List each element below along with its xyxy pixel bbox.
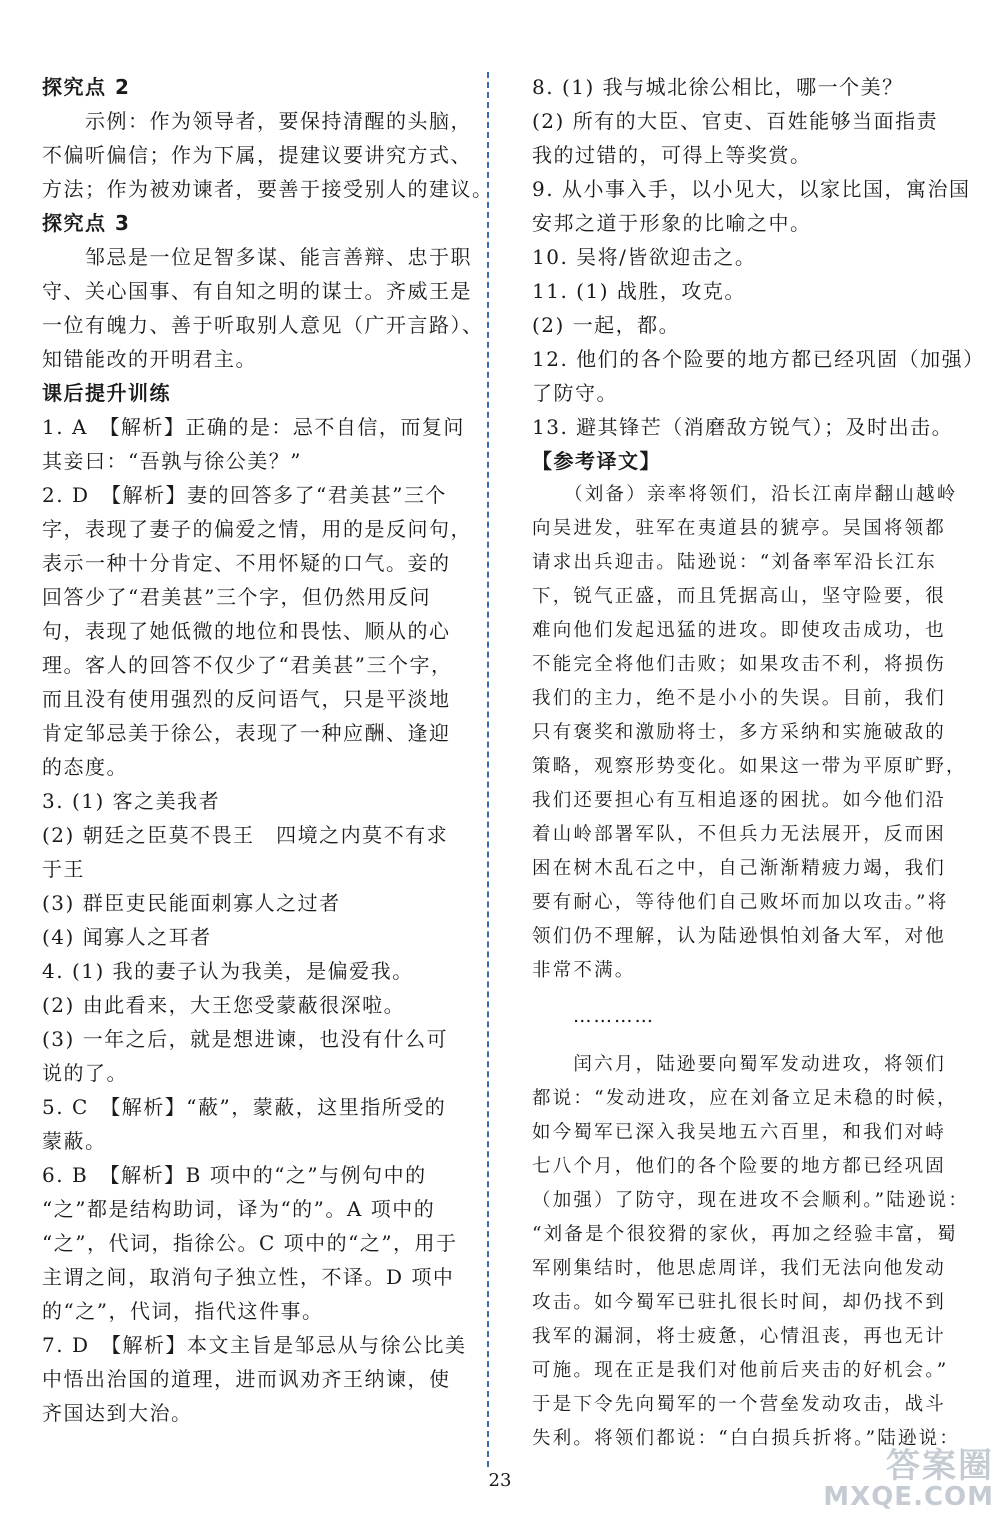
translation-line: 请求出兵迎击。陆逊说：“刘备率军沿长江东: [532, 552, 937, 573]
translation-line: （刘备）亲率将领们，沿长江南岸翻山越岭: [532, 484, 958, 505]
text-line: 示例：作为领导者，要保持清醒的头脑，: [42, 109, 472, 133]
answer-line: 9. 从小事入手，以小见大，以家比国，寓治国: [532, 177, 971, 201]
text-line: 而且没有使用强烈的反问语气，只是平淡地: [42, 687, 451, 711]
translation-line: 领们仍不理解，认为陆逊惧怕刘备大军，对他: [532, 926, 947, 947]
translation-line: “刘备是个很狡猾的家伙，再加之经验丰富，蜀: [532, 1224, 958, 1245]
answer-line: 5. C 【解析】“蔽”，蒙蔽，这里指所受的: [42, 1095, 447, 1119]
text-line: 知错能改的开明君主。: [42, 347, 257, 371]
text-line: 齐国达到大治。: [42, 1401, 193, 1425]
text-line: 句，表现了她低微的地位和畏怯、顺从的心: [42, 619, 451, 643]
translation-line: 失利。将领们都说：“白白损兵折将。”陆逊说：: [532, 1428, 961, 1449]
translation-line: 我军的漏洞，将士疲惫，心情沮丧，再也无计: [532, 1326, 947, 1347]
text-line: (2) 所有的大臣、官吏、百姓能够当面指责: [532, 109, 939, 133]
translation-line: 下，锐气正盛，而且凭据高山，坚守险要，很: [532, 586, 947, 607]
answer-line: 11. (1) 战胜，攻克。: [532, 279, 746, 303]
text-line: “之”，代词，指徐公。C 项中的“之”，用于: [42, 1231, 458, 1255]
text-line: (3) 一年之后，就是想进谏，也没有什么可: [42, 1027, 449, 1051]
text-line: 理。客人的回答不仅少了“君美甚”三个字，: [42, 653, 453, 677]
answer-line: 10. 吴将/皆欲迎击之。: [532, 245, 757, 269]
text-line: 一位有魄力、善于听取别人意见（广开言路）、: [42, 313, 484, 337]
text-line: 守、关心国事、有自知之明的谋士。齐威王是: [42, 279, 472, 303]
section-heading: 课后提升训练: [42, 381, 171, 405]
answer-line: 1. A 【解析】正确的是：忌不自信，而复问: [42, 415, 465, 439]
text-line: 中悟出治国的道理，进而讽劝齐王纳谏，使: [42, 1367, 451, 1391]
text-line: 方法；作为被劝谏者，要善于接受别人的建议。: [42, 177, 494, 201]
text-line: 的“之”，代词，指代这件事。: [42, 1299, 324, 1323]
translation-line: 如今蜀军已深入我吴地五六百里，和我们对峙: [532, 1122, 947, 1143]
watermark-url-text: MXQE.COM: [823, 1482, 994, 1512]
translation-line: 我们还要担心有互相追逐的困扰。如今他们沿: [532, 790, 947, 811]
translation-line: 只有褒奖和激励将士，多方采纳和实施破敌的: [532, 722, 947, 743]
column-divider: [487, 72, 489, 1467]
section-heading: 探究点 2: [42, 75, 131, 99]
text-line: 于王: [42, 857, 85, 881]
translation-line: 难向他们发起迅猛的进攻。即使攻击成功，也: [532, 620, 947, 641]
watermark-top-text: 答案圈: [886, 1446, 994, 1486]
translation-line: 闰六月，陆逊要向蜀军发动进攻，将领们: [532, 1054, 947, 1075]
text-line: (4) 闻寡人之耳者: [42, 925, 212, 949]
translation-line: 都说：“发动进攻，应在刘备立足未稳的时候，: [532, 1088, 958, 1109]
text-line: 了防守。: [532, 381, 618, 405]
text-line: (2) 朝廷之臣莫不畏王 四境之内莫不有求: [42, 823, 449, 847]
text-line: 邹忌是一位足智多谋、能言善辩、忠于职: [42, 245, 472, 269]
text-line: 其妾曰：“吾孰与徐公美？”: [42, 449, 302, 473]
text-line: (2) 由此看来，大王您受蒙蔽很深啦。: [42, 993, 406, 1017]
answer-line: 4. (1) 我的妻子认为我美，是偏爱我。: [42, 959, 414, 983]
text-line: 表示一种十分肯定、不用怀疑的口气。妾的: [42, 551, 451, 575]
translation-line: 向吴进发，驻军在夷道县的猇亭。吴国将领都: [532, 518, 947, 539]
translation-line: 不能完全将他们击败；如果攻击不利，将损伤: [532, 654, 947, 675]
text-line: 回答少了“君美甚”三个字，但仍然用反问: [42, 585, 431, 609]
text-line: 说的了。: [42, 1061, 128, 1085]
answer-line: 3. (1) 客之美我者: [42, 789, 221, 813]
page-number: 23: [488, 1470, 512, 1491]
text-line: 主谓之间，取消句子独立性，不译。D 项中: [42, 1265, 455, 1289]
text-line: 的态度。: [42, 755, 128, 779]
translation-line: 七八个月，他们的各个险要的地方都已经巩固: [532, 1156, 947, 1177]
translation-line: （加强）了防守，现在进攻不会顺利。”陆逊说：: [532, 1190, 970, 1211]
answer-line: 13. 避其锋芒（消磨敌方锐气）；及时出击。: [532, 415, 954, 439]
text-line: 字，表现了妻子的偏爱之情，用的是反问句，: [42, 517, 472, 541]
answer-line: 7. D 【解析】本文主旨是邹忌从与徐公比美: [42, 1333, 467, 1357]
text-line: 不偏听偏信；作为下属，提建议要讲究方式、: [42, 143, 472, 167]
answer-line: 12. 他们的各个险要的地方都已经巩固（加强）: [532, 347, 985, 371]
text-line: (2) 一起，都。: [532, 313, 681, 337]
translation-line: 困在树木乱石之中，自己渐渐精疲力竭，我们: [532, 858, 947, 879]
translation-line: 策略，观察形势变化。如果这一带为平原旷野，: [532, 756, 967, 777]
translation-line: 于是下令先向蜀军的一个营垒发动攻击，战斗: [532, 1394, 947, 1415]
translation-line: 军刚集结时，他思虑周详，我们无法向他发动: [532, 1258, 947, 1279]
text-line: 安邦之道于形象的比喻之中。: [532, 211, 812, 235]
translation-line: 攻击。如今蜀军已驻扎很长时间，却仍找不到: [532, 1292, 947, 1313]
translation-line: 可施。现在正是我们对他前后夹击的好机会。”: [532, 1360, 949, 1381]
translation-line: 我们的主力，绝不是小小的失误。目前，我们: [532, 688, 947, 709]
watermark-logo: [823, 1438, 1000, 1520]
section-heading: 探究点 3: [42, 211, 131, 235]
ellipsis-separator: …………: [532, 1006, 656, 1027]
section-heading: 【参考译文】: [532, 449, 661, 473]
text-line: “之”都是结构助词，译为“的”。A 项中的: [42, 1197, 436, 1221]
text-line: 肯定邹忌美于徐公，表现了一种应酬、逢迎: [42, 721, 451, 745]
answer-line: 8. (1) 我与城北徐公相比，哪一个美？: [532, 75, 904, 99]
text-line: (3) 群臣吏民能面刺寡人之过者: [42, 891, 341, 915]
answer-line: 2. D 【解析】妻的回答多了“君美甚”三个: [42, 483, 447, 507]
text-line: 我的过错的，可得上等奖赏。: [532, 143, 812, 167]
translation-line: 非常不满。: [532, 960, 636, 981]
text-line: 蒙蔽。: [42, 1129, 107, 1153]
answer-line: 6. B 【解析】B 项中的“之”与例句中的: [42, 1163, 427, 1187]
translation-line: 着山岭部署军队，不但兵力无法展开，反而困: [532, 824, 947, 845]
translation-line: 要有耐心，等待他们自己败坏而加以攻击。”将: [532, 892, 949, 913]
